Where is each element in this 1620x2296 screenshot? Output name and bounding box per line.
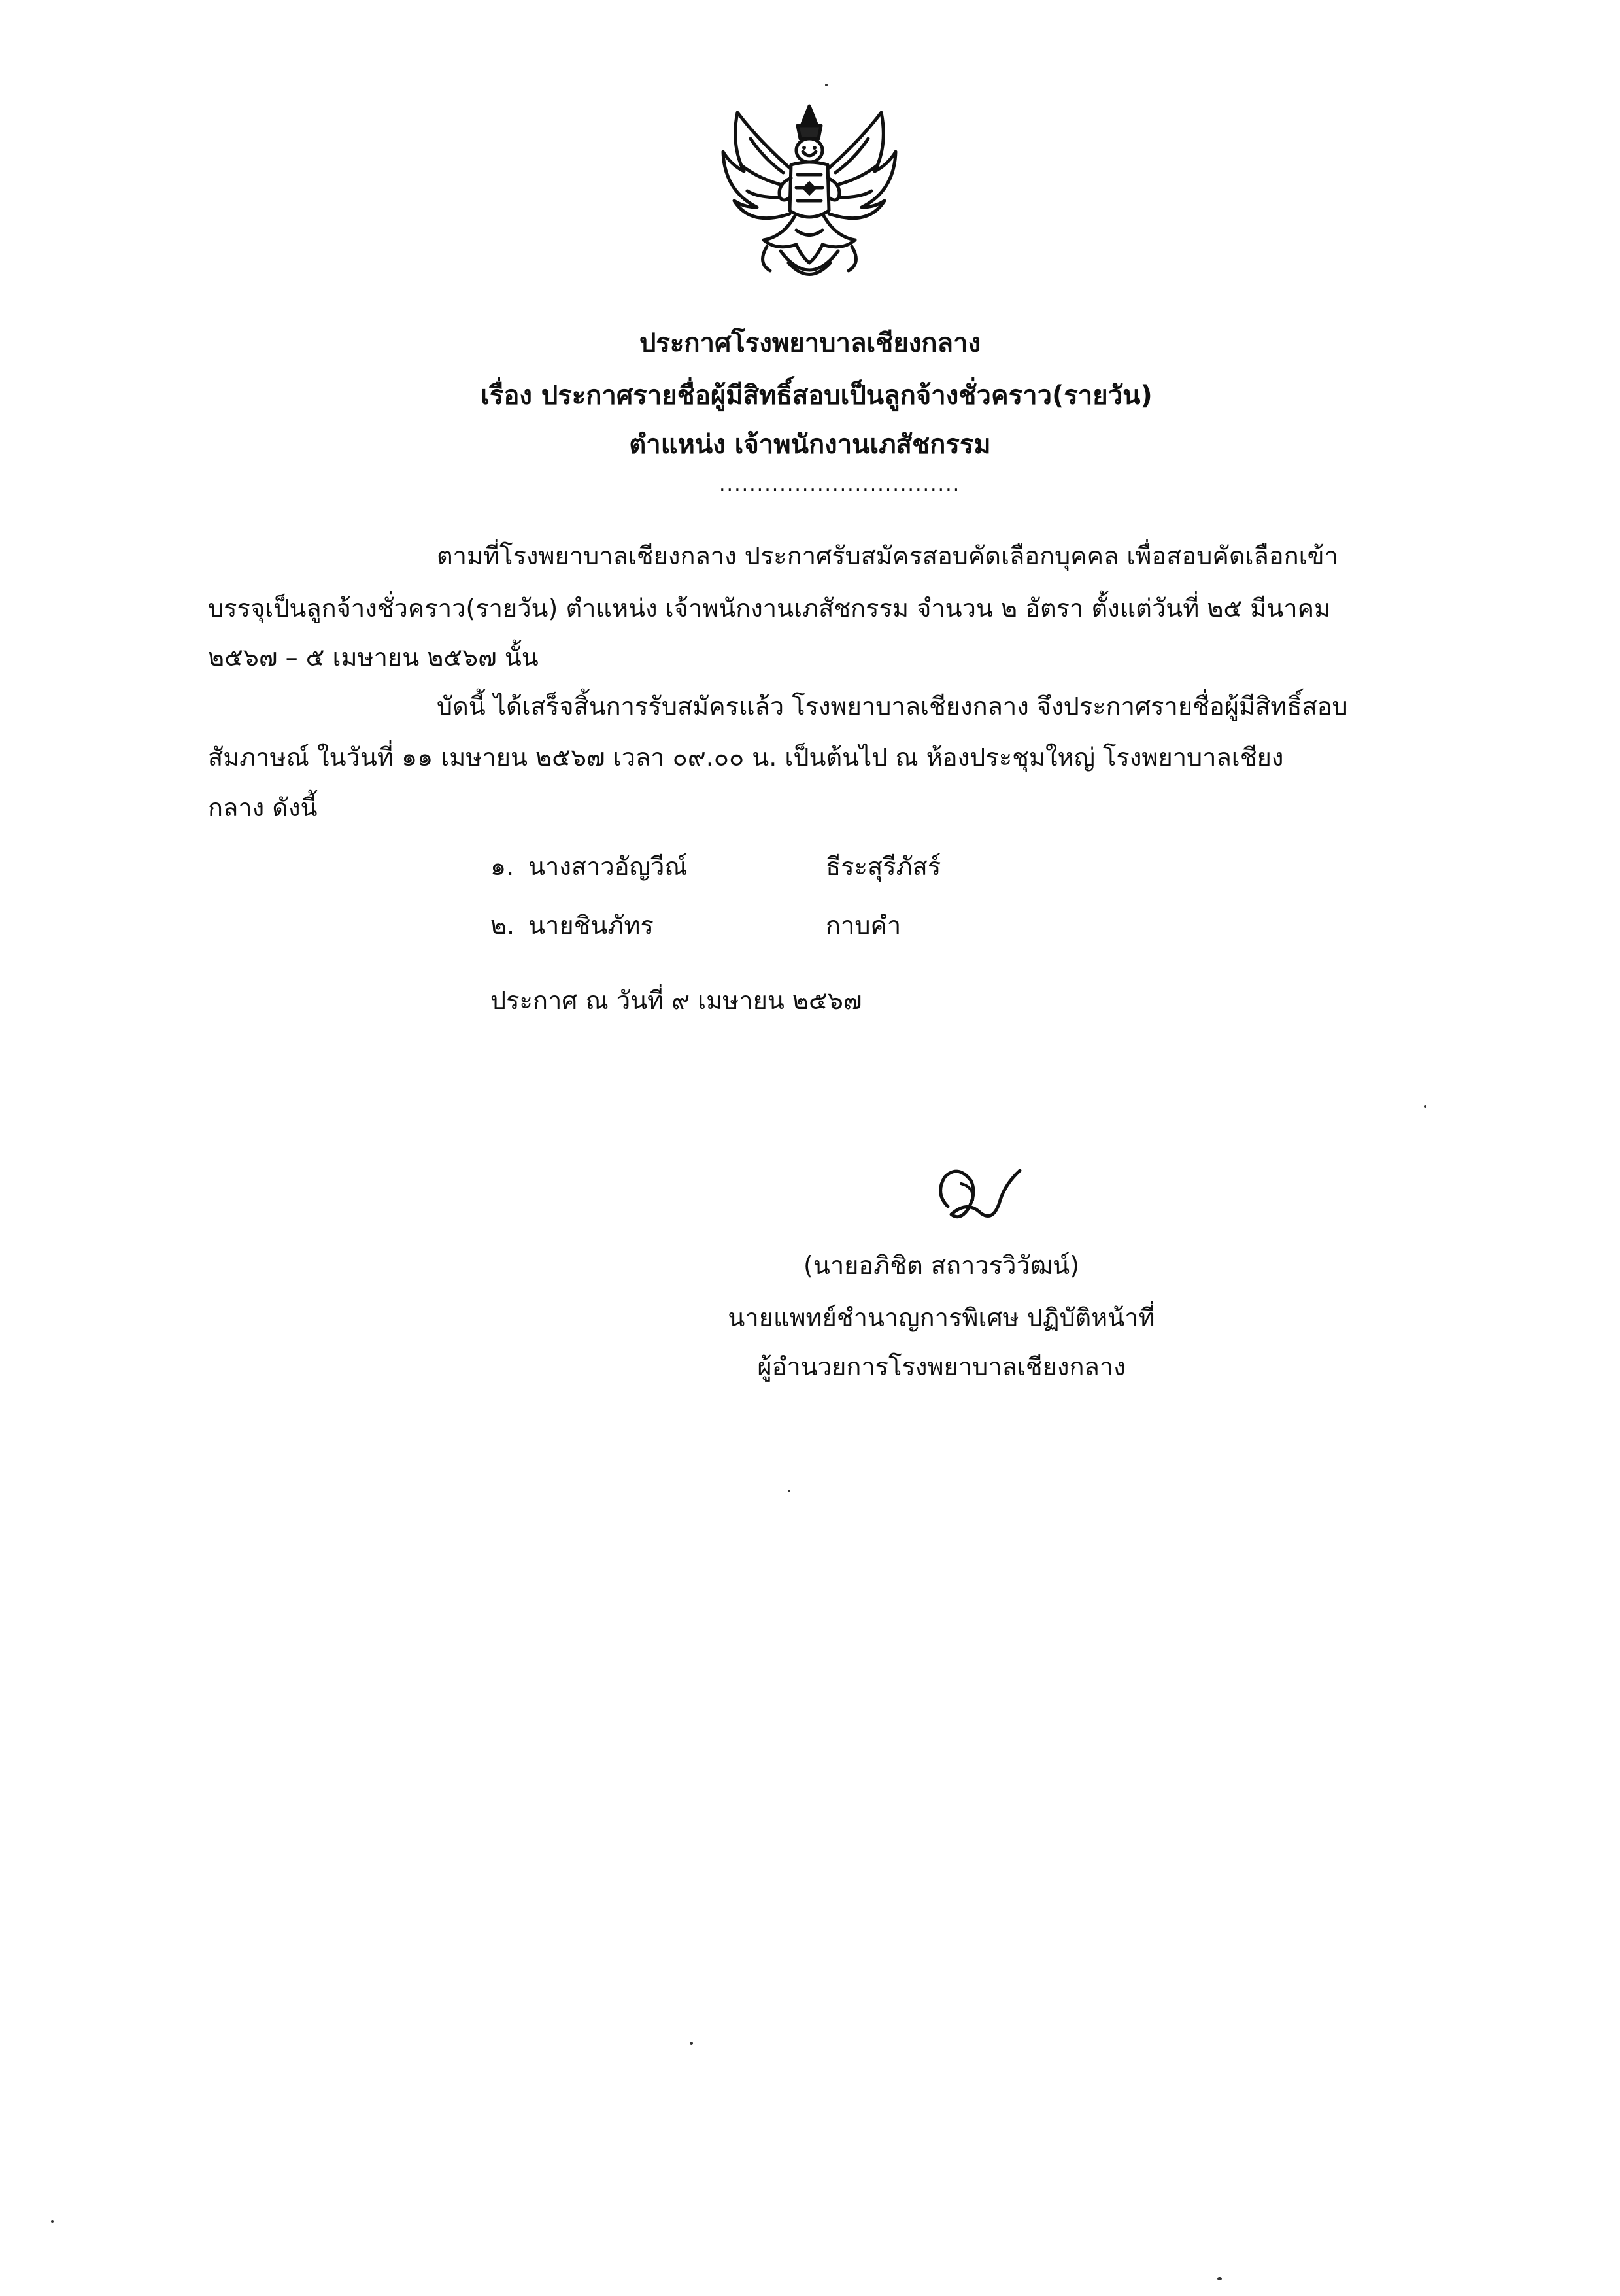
scan-speck bbox=[1217, 2277, 1222, 2280]
candidate-number: ๑. bbox=[490, 852, 515, 881]
paragraph-2-line-1: บัดนี้ ได้เสร็จสิ้นการรับสมัครแล้ว โรงพยาบาลเชียงกลาง จึงประกาศรายชื่อผู้มีสิทธิ์สอบ bbox=[437, 692, 1348, 721]
paragraph-2-line-3: กลาง ดังนี้ bbox=[208, 793, 318, 822]
candidate-last-name: กาบคำ bbox=[826, 911, 902, 940]
document-title: ประกาศโรงพยาบาลเชียงกลาง bbox=[639, 328, 981, 358]
candidate-number: ๒. bbox=[490, 911, 515, 940]
paragraph-2-line-2: สัมภาษณ์ ในวันที่ ๑๑ เมษายน ๒๕๖๗ เวลา ๐๙.๐๐ น. เป็นต้นไป ณ ห้องประชุมใหญ่ โรงพยาบาลเชียง bbox=[208, 743, 1284, 772]
document-position: ตำแหน่ง เจ้าพนักงานเภสัชกรรม bbox=[629, 430, 991, 460]
scan-speck bbox=[1424, 1105, 1426, 1108]
handwritten-signature bbox=[922, 1161, 1039, 1233]
paragraph-1-line-1: ตามที่โรงพยาบาลเชียงกลาง ประกาศรับสมัครสอบคัดเลือกบุคคล เพื่อสอบคัดเลือกเข้า bbox=[437, 541, 1338, 570]
candidate-last-name: ธีระสุรีภัสร์ bbox=[826, 852, 941, 881]
paragraph-1-line-3: ๒๕๖๗ – ๕ เมษายน ๒๕๖๗ นั้น bbox=[208, 643, 539, 672]
scan-speck bbox=[690, 2042, 693, 2045]
signatory-title: นายแพทย์ชำนาญการพิเศษ ปฏิบัติหน้าที่ bbox=[728, 1303, 1155, 1332]
header-separator: ................................ bbox=[719, 473, 961, 496]
document-subject: เรื่อง ประกาศรายชื่อผู้มีสิทธิ์สอบเป็นลูกจ้างชั่วคราว(รายวัน) bbox=[481, 381, 1153, 411]
scan-speck bbox=[788, 1490, 790, 1492]
signatory-role: ผู้อำนวยการโรงพยาบาลเชียงกลาง bbox=[757, 1352, 1126, 1381]
garuda-emblem-icon bbox=[718, 99, 901, 296]
paragraph-1-line-2: บรรจุเป็นลูกจ้างชั่วคราว(รายวัน) ตำแหน่ง เจ้าพนักงานเภสัชกรรม จำนวน ๒ อัตรา ตั้งแต่วันที่ ๒๕ มีนาคม bbox=[208, 594, 1331, 623]
candidate-first-name: นายชินภัทร bbox=[528, 911, 654, 940]
scan-speck bbox=[51, 2220, 54, 2223]
signatory-name: (นายอภิชิต สถาวรวิวัฒน์) bbox=[803, 1251, 1079, 1280]
scan-speck bbox=[825, 84, 828, 86]
announcement-date: ประกาศ ณ วันที่ ๙ เมษายน ๒๕๖๗ bbox=[490, 986, 862, 1015]
candidate-first-name: นางสาวอัญวีณ์ bbox=[528, 852, 688, 881]
